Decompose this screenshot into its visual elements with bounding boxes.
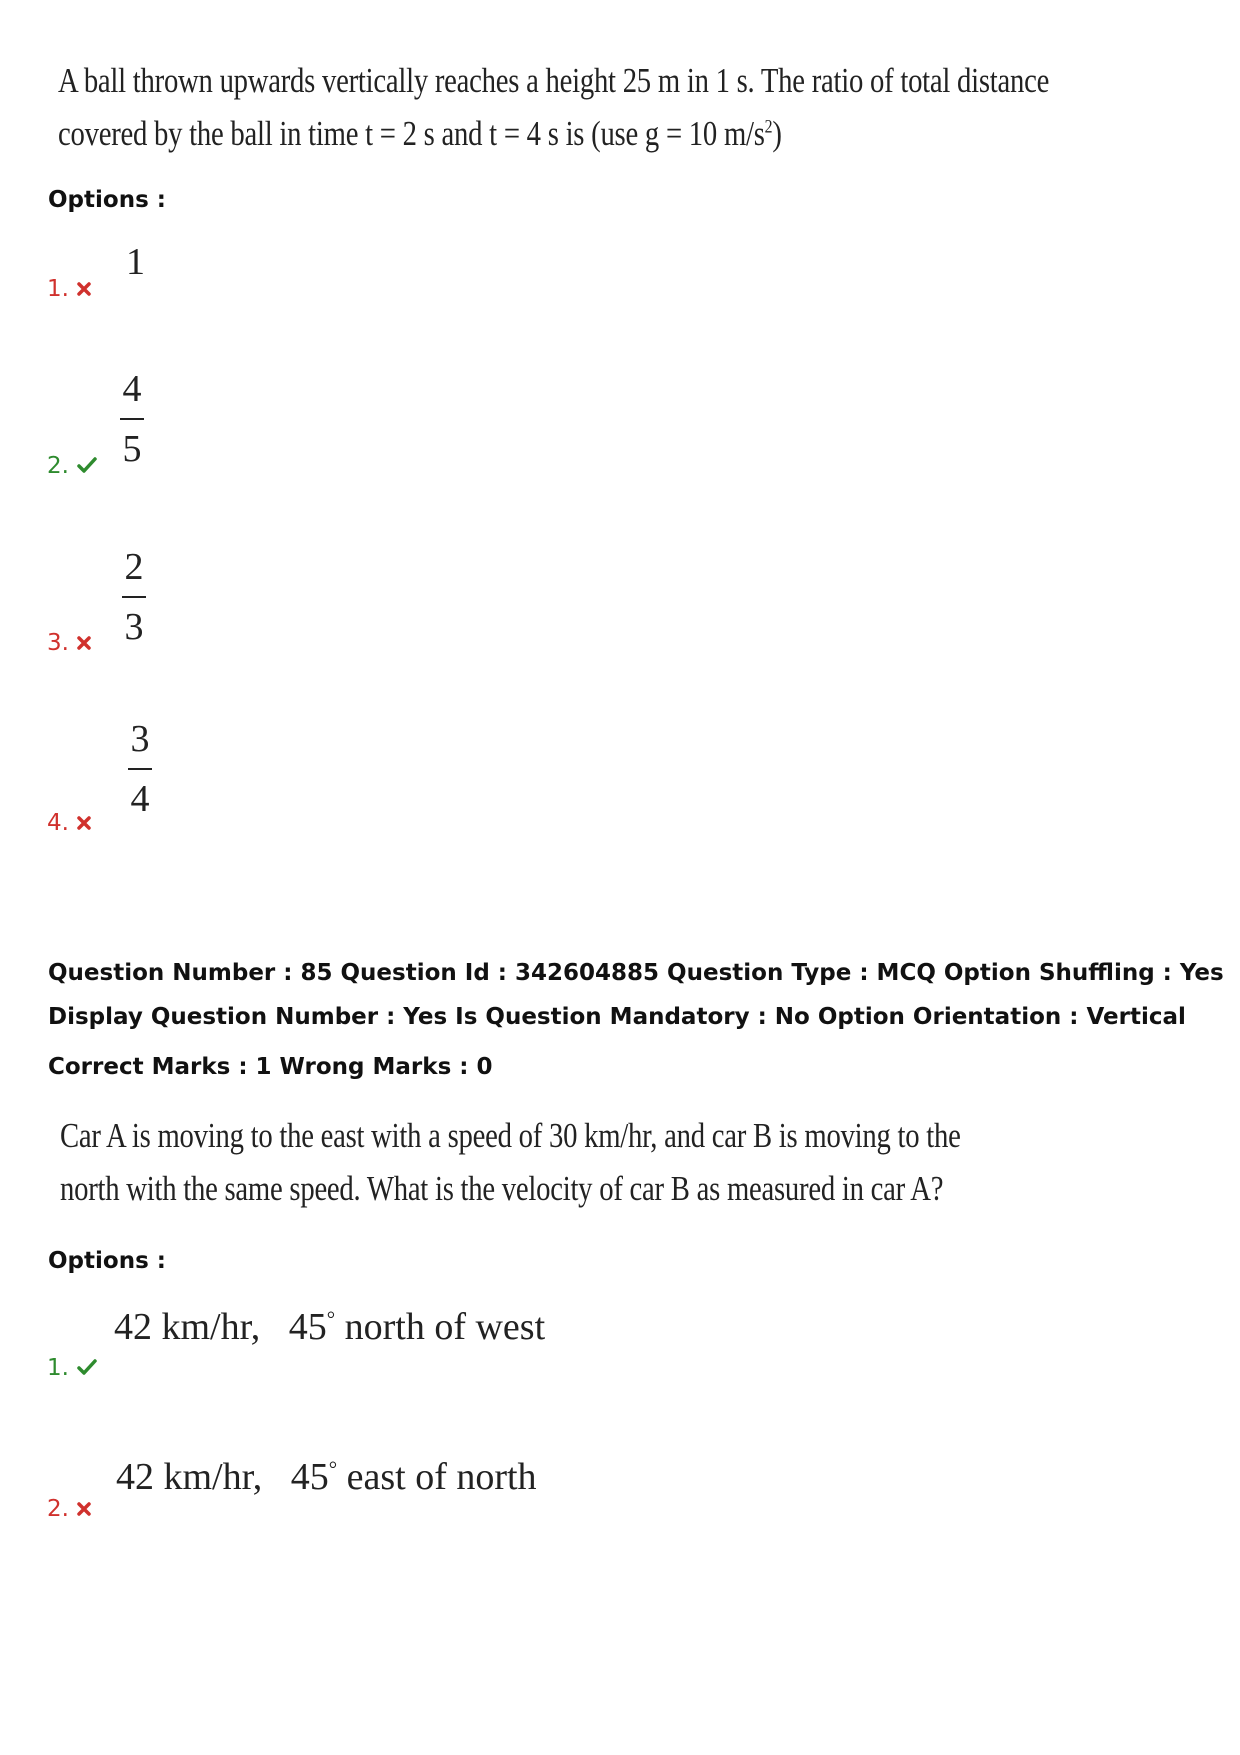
options-label: Options : <box>48 187 166 213</box>
option-3-number: 3. <box>47 630 91 656</box>
denominator: 4 <box>130 778 150 820</box>
denominator: 3 <box>124 606 144 648</box>
question-84-line-2: covered by the ball in time t = 2 s and t = 4 s is (use g = 10 $m/s^2$) <box>58 113 782 153</box>
option-2-value: 42 km/hr, 45° east of north <box>116 1456 537 1498</box>
fraction-bar <box>120 418 144 420</box>
option-2-fraction <box>120 370 144 468</box>
option-2-number: 2. <box>47 1496 91 1522</box>
fraction-bar <box>122 596 146 598</box>
cross-icon <box>77 810 91 836</box>
denominator: 5 <box>122 428 142 470</box>
numerator: 3 <box>130 718 150 760</box>
question-85-meta-line-2: Display Question Number : Yes Is Question Mandatory : No Option Orientation : Vertical <box>48 1004 1186 1030</box>
question-85-line-2: north with the same speed. What is the velocity of car B as measured in car A? <box>60 1168 944 1208</box>
check-icon <box>77 1355 97 1381</box>
cross-icon <box>77 630 91 656</box>
option-3-fraction <box>122 548 146 646</box>
option-4-number: 4. <box>47 810 91 836</box>
fraction-bar <box>128 768 152 770</box>
option-1-number: 1. <box>47 1355 97 1381</box>
question-84-text <box>58 55 1049 160</box>
option-1-number: 1. <box>47 276 91 302</box>
option-1-value: 1 <box>126 241 145 283</box>
cross-icon <box>77 1496 91 1522</box>
numerator: 2 <box>124 546 144 588</box>
question-85-meta-line-1: Question Number : 85 Question Id : 342604885 Question Type : MCQ Option Shuffling : Yes <box>48 960 1224 986</box>
question-85-meta-line-3: Correct Marks : 1 Wrong Marks : 0 <box>48 1054 493 1080</box>
option-4-fraction <box>128 720 152 818</box>
options-label: Options : <box>48 1248 166 1274</box>
question-84-line-1: A ball thrown upwards vertically reaches a height 25 m in 1 s. The ratio of total distance <box>58 61 1050 100</box>
check-icon <box>77 453 97 479</box>
option-2-number: 2. <box>47 453 97 479</box>
question-85-text <box>60 1110 961 1215</box>
numerator: 4 <box>122 368 142 410</box>
cross-icon <box>77 276 91 302</box>
question-85-line-1: Car A is moving to the east with a speed of 30 km/hr, and car B is moving to the <box>60 1116 961 1155</box>
option-1-value: 42 km/hr, 45° north of west <box>114 1306 546 1348</box>
